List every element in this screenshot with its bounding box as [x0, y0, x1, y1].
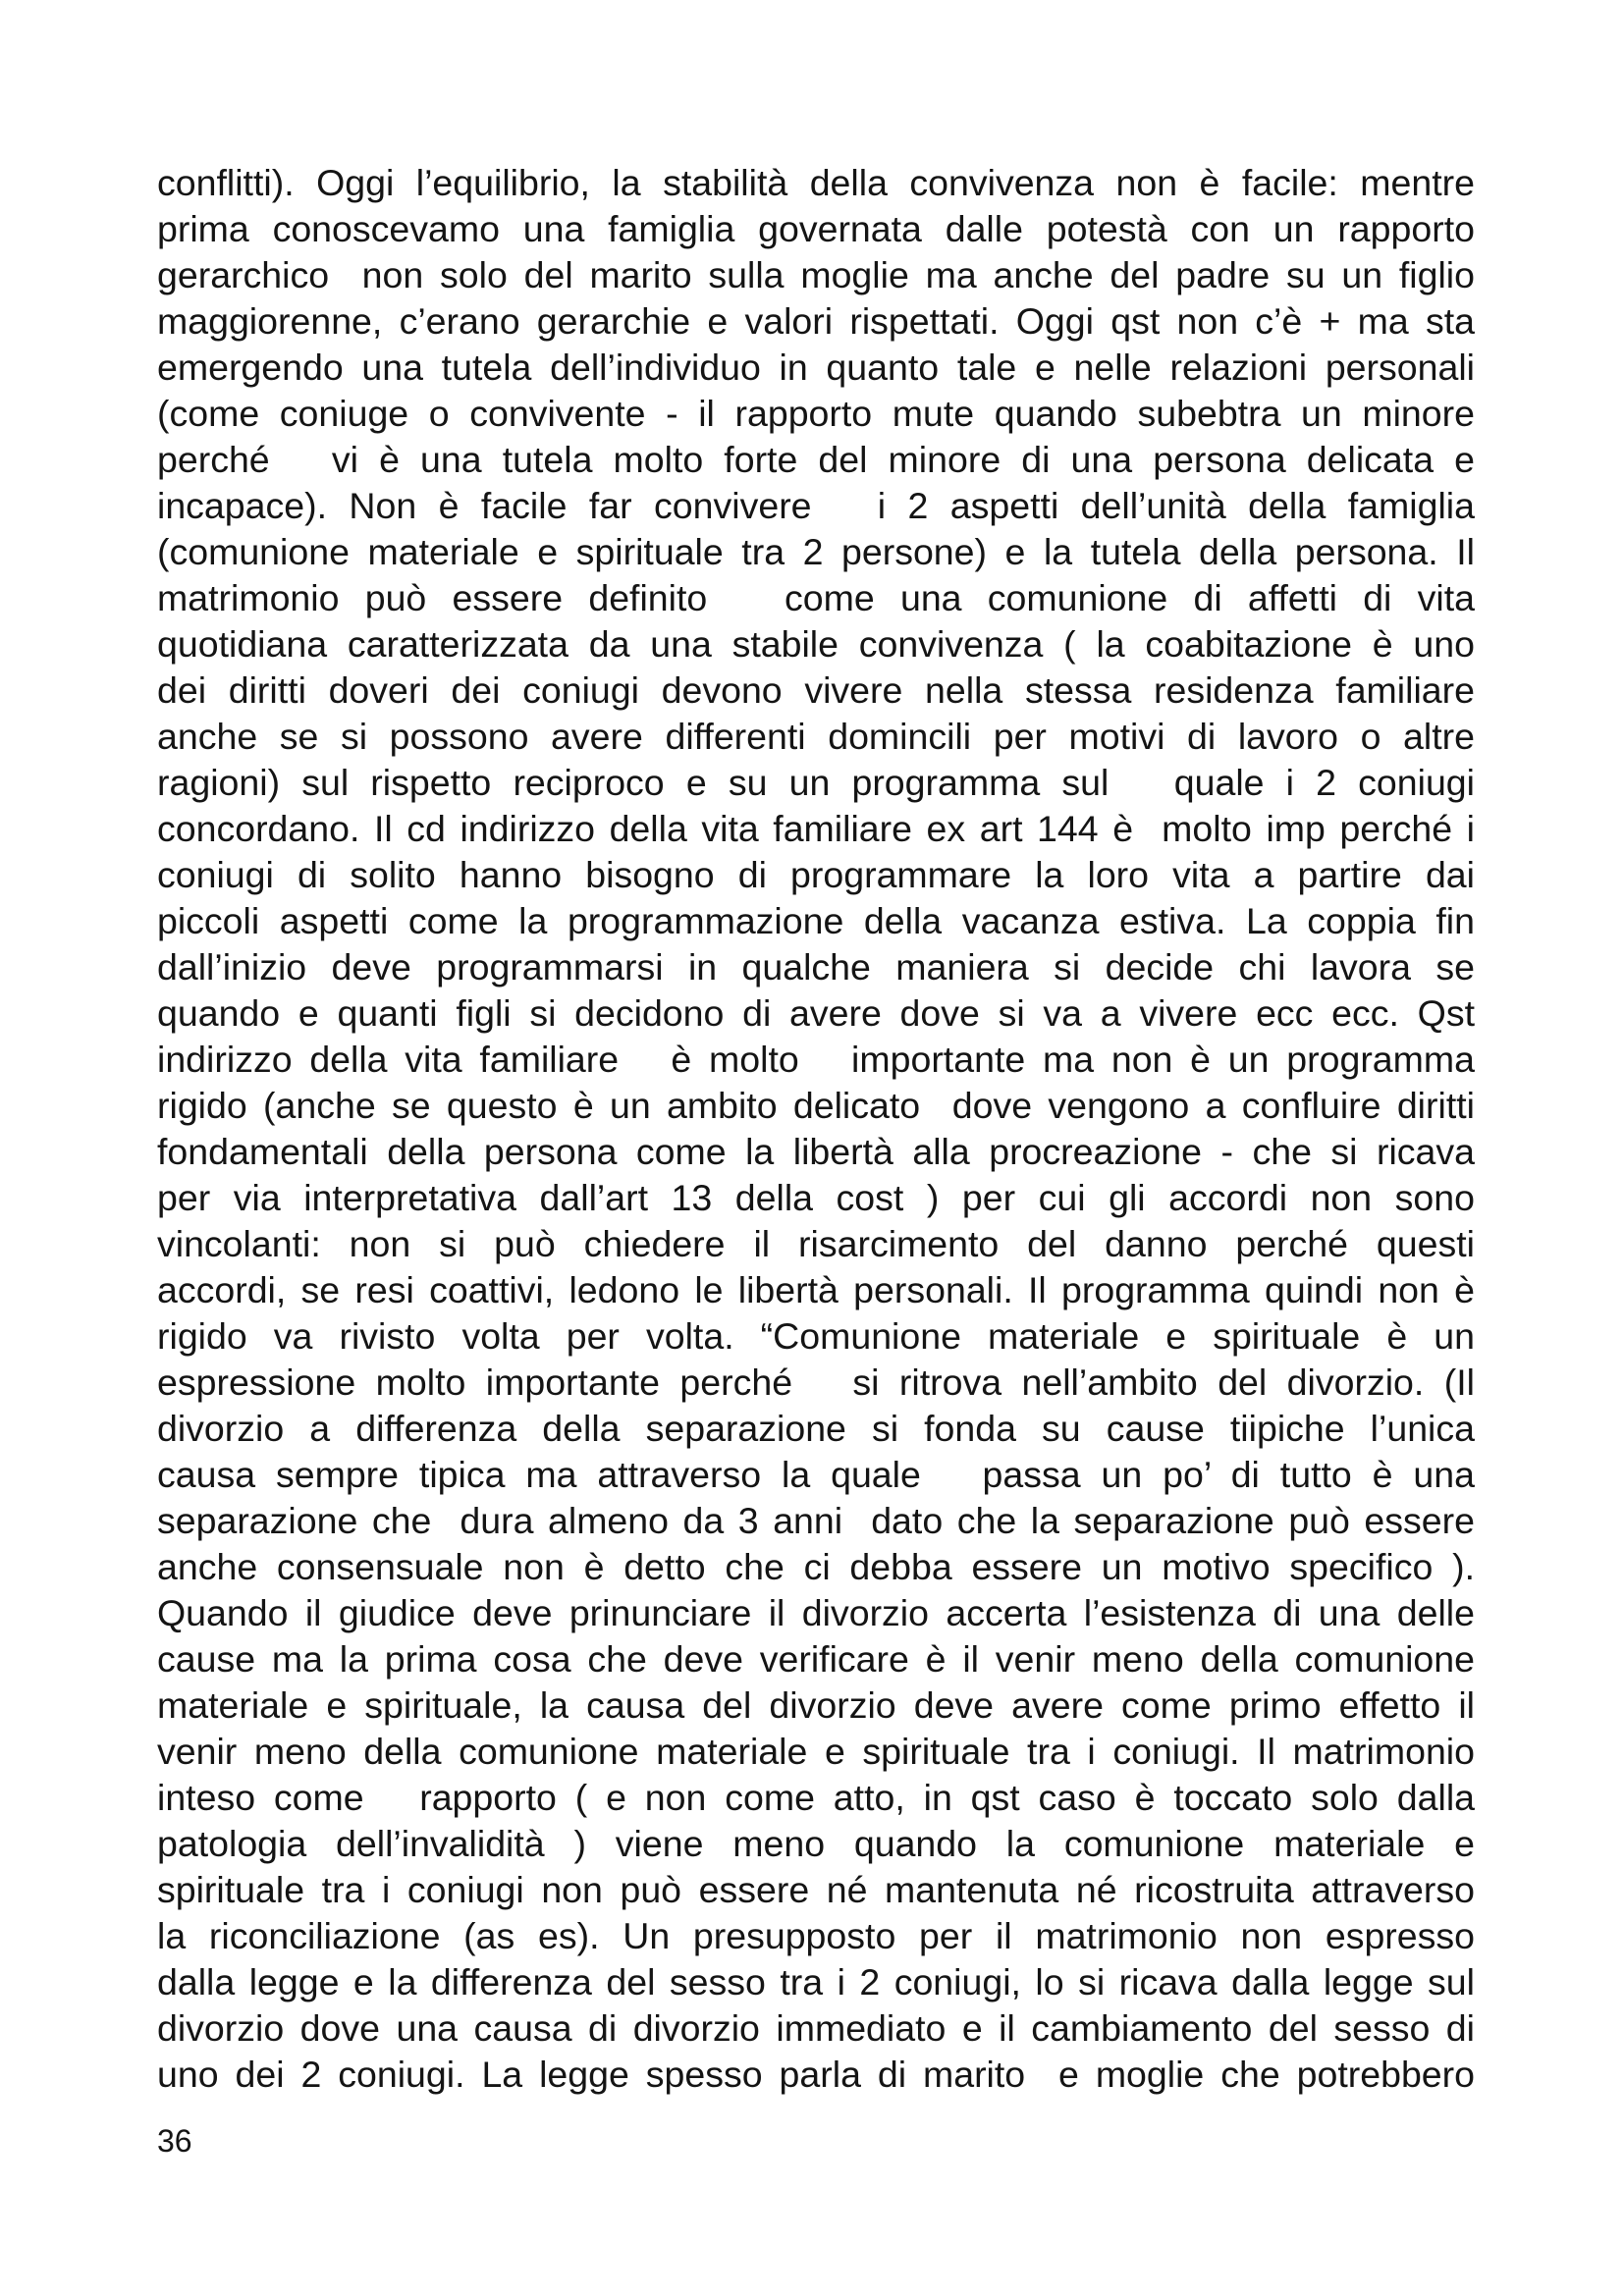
text-line: anche consensuale non è detto che ci debba essere un motivo specifico ).	[157, 1546, 1475, 1587]
text-line: divorzio dove una causa di divorzio immediato e il cambiamento del sesso di	[157, 2007, 1475, 2049]
text-line: dalla legge e la differenza del sesso tra i 2 coniugi, lo si ricava dalla legge sul	[157, 1961, 1475, 2002]
text-line: concordano. Il cd indirizzo della vita familiare ex art 144 è molto imp perché i	[157, 808, 1475, 849]
text-line: rigido va rivisto volta per volta. “Comunione materiale e spirituale è un	[157, 1315, 1475, 1357]
text-line: perché vi è una tutela molto forte del minore di una persona delicata e	[157, 439, 1475, 480]
text-line: quotidiana caratterizzata da una stabile convivenza ( la coabitazione è uno	[157, 623, 1475, 665]
text-line: (comunione materiale e spirituale tra 2 persone) e la tutela della persona. Il	[157, 531, 1475, 572]
text-line: incapace). Non è facile far convivere i 2 aspetti dell’unità della famiglia	[157, 485, 1475, 526]
page-number: 36	[157, 2123, 192, 2159]
text-line: accordi, se resi coattivi, ledono le libertà personali. Il programma quindi non è	[157, 1269, 1475, 1310]
text-line: uno dei 2 coniugi. La legge spesso parla di marito e moglie che potrebbero	[157, 2054, 1475, 2095]
text-line: indirizzo della vita familiare è molto importante ma non è un programma	[157, 1039, 1475, 1080]
text-line: emergendo una tutela dell’individuo in quanto tale e nelle relazioni personali	[157, 347, 1475, 388]
text-line: dei diritti doveri dei coniugi devono vivere nella stessa residenza familiare	[157, 669, 1475, 711]
text-line: Quando il giudice deve prinunciare il divorzio accerta l’esistenza di una delle	[157, 1592, 1475, 1633]
text-line: (come coniuge o convivente - il rapporto mute quando subebtra un minore	[157, 393, 1475, 434]
text-line: ragioni) sul rispetto reciproco e su un programma sul quale i 2 coniugi	[157, 762, 1475, 803]
text-line: materiale e spirituale, la causa del divorzio deve avere come primo effetto il	[157, 1684, 1475, 1726]
text-line: quando e quanti figli si decidono di avere dove si va a vivere ecc ecc. Qst	[157, 992, 1475, 1034]
text-line: espressione molto importante perché si ritrova nell’ambito del divorzio. (Il	[157, 1362, 1475, 1403]
text-line: conflitti). Oggi l’equilibrio, la stabilità della convivenza non è facile: mentre	[157, 162, 1475, 203]
text-line: prima conoscevamo una famiglia governata dalle potestà con un rapporto	[157, 208, 1475, 249]
text-line: matrimonio può essere definito come una comunione di affetti di vita	[157, 577, 1475, 618]
text-line: cause ma la prima cosa che deve verificare è il venir meno della comunione	[157, 1638, 1475, 1680]
text-line: anche se si possono avere differenti domincili per motivi di lavoro o altre	[157, 716, 1475, 757]
body-text	[157, 160, 1475, 2098]
text-line: spirituale tra i coniugi non può essere né mantenuta né ricostruita attraverso	[157, 1869, 1475, 1910]
text-line: rigido (anche se questo è un ambito delicato dove vengono a confluire diritti	[157, 1085, 1475, 1126]
text-line: per via interpretativa dall’art 13 della cost ) per cui gli accordi non sono	[157, 1177, 1475, 1218]
text-line: la riconciliazione (as es). Un presupposto per il matrimonio non espresso	[157, 1915, 1475, 1956]
text-line: divorzio a differenza della separazione si fonda su cause tiipiche l’unica	[157, 1408, 1475, 1449]
text-line: coniugi di solito hanno bisogno di programmare la loro vita a partire dai	[157, 854, 1475, 895]
text-line: vincolanti: non si può chiedere il risarcimento del danno perché questi	[157, 1223, 1475, 1264]
text-line: separazione che dura almeno da 3 anni dato che la separazione può essere	[157, 1500, 1475, 1541]
text-line: fondamentali della persona come la libertà alla procreazione - che si ricava	[157, 1131, 1475, 1172]
text-line: patologia dell’invalidità ) viene meno quando la comunione materiale e	[157, 1823, 1475, 1864]
text-line: causa sempre tipica ma attraverso la quale passa un po’ di tutto è una	[157, 1454, 1475, 1495]
text-line: piccoli aspetti come la programmazione della vacanza estiva. La coppia fin	[157, 900, 1475, 941]
text-line: dall’inizio deve programmarsi in qualche maniera si decide chi lavora se	[157, 946, 1475, 988]
text-line: maggiorenne, c’erano gerarchie e valori rispettati. Oggi qst non c’è + ma sta	[157, 300, 1475, 342]
text-line: inteso come rapporto ( e non come atto, in qst caso è toccato solo dalla	[157, 1777, 1475, 1818]
text-line: gerarchico non solo del marito sulla moglie ma anche del padre su un figlio	[157, 254, 1475, 295]
text-line: venir meno della comunione materiale e spirituale tra i coniugi. Il matrimonio	[157, 1731, 1475, 1772]
